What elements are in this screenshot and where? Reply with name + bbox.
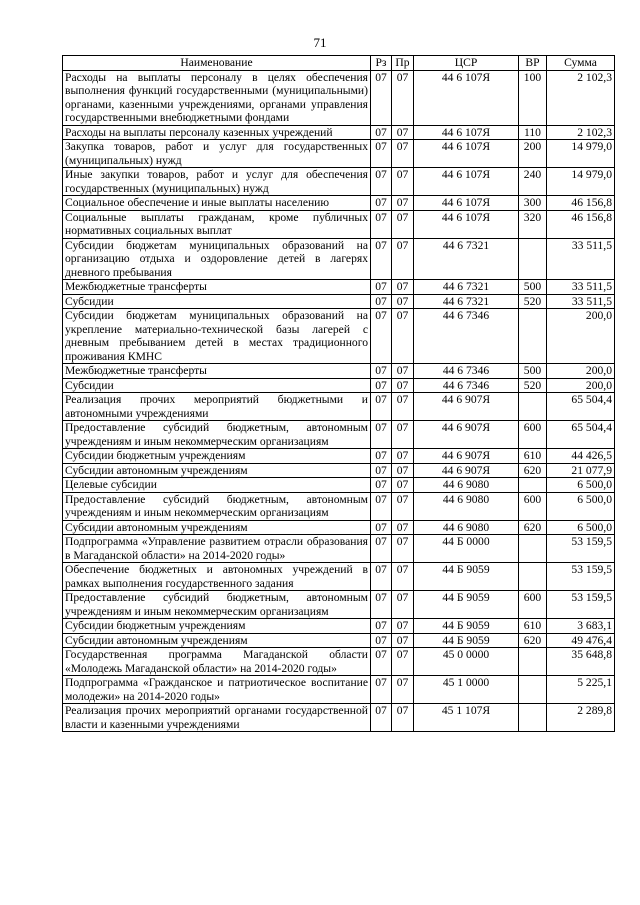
table-row	[63, 648, 615, 676]
cell-sum: 200,0	[547, 309, 615, 364]
cell-sum: 14 979,0	[547, 140, 615, 168]
table-row	[63, 140, 615, 168]
header-row	[63, 56, 615, 71]
cell-csr: 44 6 107Я	[414, 140, 519, 168]
cell-sum: 35 648,8	[547, 648, 615, 676]
cell-csr: 44 Б 9059	[414, 619, 519, 634]
cell-name: Расходы на выплаты персоналу в целях обеспечения выполнения функций государственными (муниципальными) органами, казенными учреждениями, органами управления государственными внебюджетными фондами	[63, 70, 371, 125]
table-row	[63, 520, 615, 535]
cell-csr: 44 6 7346	[414, 378, 519, 393]
cell-vr: 610	[519, 449, 547, 464]
cell-name: Реализация прочих мероприятий органами государственной власти и казенными учреждениями	[63, 704, 371, 732]
cell-vr: 600	[519, 492, 547, 520]
cell-sum: 200,0	[547, 378, 615, 393]
cell-csr: 44 6 107Я	[414, 210, 519, 238]
cell-rz: 07	[371, 591, 392, 619]
cell-csr: 44 6 7321	[414, 294, 519, 309]
cell-name: Социальные выплаты гражданам, кроме публичных нормативных социальных выплат	[63, 210, 371, 238]
cell-pr: 07	[392, 478, 414, 493]
cell-sum: 6 500,0	[547, 492, 615, 520]
cell-rz: 07	[371, 393, 392, 421]
cell-name: Субсидии	[63, 294, 371, 309]
cell-sum: 46 156,8	[547, 196, 615, 211]
table-row	[63, 478, 615, 493]
table-row	[63, 492, 615, 520]
cell-pr: 07	[392, 294, 414, 309]
table-row	[63, 449, 615, 464]
cell-rz: 07	[371, 364, 392, 379]
table-row	[63, 421, 615, 449]
cell-sum: 33 511,5	[547, 294, 615, 309]
cell-name: Субсидии автономным учреждениям	[63, 633, 371, 648]
cell-rz: 07	[371, 492, 392, 520]
cell-sum: 2 102,3	[547, 70, 615, 125]
cell-vr	[519, 648, 547, 676]
cell-pr: 07	[392, 421, 414, 449]
cell-csr: 44 6 907Я	[414, 393, 519, 421]
table-row	[63, 294, 615, 309]
cell-pr: 07	[392, 591, 414, 619]
cell-rz: 07	[371, 309, 392, 364]
cell-vr	[519, 393, 547, 421]
cell-rz: 07	[371, 676, 392, 704]
cell-vr: 320	[519, 210, 547, 238]
cell-rz: 07	[371, 168, 392, 196]
cell-pr: 07	[392, 378, 414, 393]
table-row	[63, 378, 615, 393]
cell-sum: 53 159,5	[547, 563, 615, 591]
cell-sum: 2 102,3	[547, 125, 615, 140]
cell-vr	[519, 238, 547, 280]
cell-sum: 53 159,5	[547, 535, 615, 563]
cell-csr: 44 6 7346	[414, 309, 519, 364]
cell-name: Субсидии бюджетам муниципальных образований на укрепление материально-технической базы лагерей с дневным пребыванием детей в местах традиционного проживания КМНС	[63, 309, 371, 364]
cell-vr: 240	[519, 168, 547, 196]
cell-pr: 07	[392, 563, 414, 591]
cell-name: Субсидии автономным учреждениям	[63, 520, 371, 535]
cell-pr: 07	[392, 196, 414, 211]
cell-vr: 610	[519, 619, 547, 634]
column-header-rz: Рз	[371, 56, 392, 71]
cell-csr: 44 6 7321	[414, 280, 519, 295]
cell-rz: 07	[371, 238, 392, 280]
cell-csr: 44 6 107Я	[414, 168, 519, 196]
cell-sum: 49 476,4	[547, 633, 615, 648]
table-row	[63, 280, 615, 295]
cell-vr: 520	[519, 378, 547, 393]
cell-csr: 44 6 9080	[414, 520, 519, 535]
cell-pr: 07	[392, 125, 414, 140]
cell-rz: 07	[371, 421, 392, 449]
cell-name: Субсидии автономным учреждениям	[63, 463, 371, 478]
cell-rz: 07	[371, 704, 392, 732]
table-row	[63, 563, 615, 591]
cell-rz: 07	[371, 463, 392, 478]
table-row	[63, 238, 615, 280]
cell-name: Закупка товаров, работ и услуг для государственных (муниципальных) нужд	[63, 140, 371, 168]
table-row	[63, 210, 615, 238]
cell-csr: 44 6 107Я	[414, 125, 519, 140]
cell-csr: 44 Б 9059	[414, 591, 519, 619]
table-row	[63, 633, 615, 648]
table-row	[63, 704, 615, 732]
cell-name: Подпрограмма «Управление развитием отрасли образования в Магаданской области» на 2014-2020 годы»	[63, 535, 371, 563]
cell-vr: 620	[519, 633, 547, 648]
budget-table	[62, 55, 615, 732]
cell-pr: 07	[392, 520, 414, 535]
cell-name: Государственная программа Магаданской области «Молодежь Магаданской области» на 2014-2020 годы»	[63, 648, 371, 676]
cell-vr: 300	[519, 196, 547, 211]
cell-pr: 07	[392, 535, 414, 563]
cell-vr: 500	[519, 364, 547, 379]
cell-name: Субсидии бюджетным учреждениям	[63, 619, 371, 634]
cell-vr: 500	[519, 280, 547, 295]
cell-sum: 33 511,5	[547, 280, 615, 295]
cell-pr: 07	[392, 633, 414, 648]
cell-name: Иные закупки товаров, работ и услуг для обеспечения государственных (муниципальных) нужд	[63, 168, 371, 196]
cell-pr: 07	[392, 648, 414, 676]
table-row	[63, 463, 615, 478]
column-header-vr: ВР	[519, 56, 547, 71]
cell-csr: 44 Б 0000	[414, 535, 519, 563]
cell-name: Реализация прочих мероприятий бюджетными и автономными учреждениями	[63, 393, 371, 421]
cell-rz: 07	[371, 648, 392, 676]
table-row	[63, 309, 615, 364]
cell-rz: 07	[371, 280, 392, 295]
cell-vr	[519, 704, 547, 732]
cell-csr: 45 0 0000	[414, 648, 519, 676]
cell-name: Межбюджетные трансферты	[63, 364, 371, 379]
cell-vr: 110	[519, 125, 547, 140]
cell-name: Предоставление субсидий бюджетным, автономным учреждениям и иным некоммерческим организациям	[63, 421, 371, 449]
cell-csr: 45 1 107Я	[414, 704, 519, 732]
table-row	[63, 364, 615, 379]
cell-csr: 44 6 107Я	[414, 196, 519, 211]
cell-vr: 520	[519, 294, 547, 309]
cell-name: Обеспечение бюджетных и автономных учреждений в рамках выполнения государственного задания	[63, 563, 371, 591]
cell-rz: 07	[371, 125, 392, 140]
cell-sum: 21 077,9	[547, 463, 615, 478]
table-row	[63, 676, 615, 704]
cell-rz: 07	[371, 535, 392, 563]
cell-sum: 6 500,0	[547, 478, 615, 493]
cell-csr: 44 6 907Я	[414, 421, 519, 449]
cell-vr: 100	[519, 70, 547, 125]
table-row	[63, 125, 615, 140]
cell-sum: 14 979,0	[547, 168, 615, 196]
cell-vr: 600	[519, 421, 547, 449]
cell-pr: 07	[392, 168, 414, 196]
cell-csr: 44 6 7321	[414, 238, 519, 280]
cell-name: Социальное обеспечение и иные выплаты населению	[63, 196, 371, 211]
cell-csr: 44 6 7346	[414, 364, 519, 379]
cell-vr: 620	[519, 520, 547, 535]
cell-sum: 33 511,5	[547, 238, 615, 280]
cell-name: Субсидии бюджетным учреждениям	[63, 449, 371, 464]
cell-sum: 65 504,4	[547, 421, 615, 449]
cell-rz: 07	[371, 294, 392, 309]
cell-name: Предоставление субсидий бюджетным, автономным учреждениям и иным некоммерческим организациям	[63, 492, 371, 520]
cell-name: Расходы на выплаты персоналу казенных учреждений	[63, 125, 371, 140]
cell-csr: 44 6 9080	[414, 478, 519, 493]
cell-pr: 07	[392, 676, 414, 704]
column-header-pr: Пр	[392, 56, 414, 71]
cell-rz: 07	[371, 449, 392, 464]
cell-pr: 07	[392, 140, 414, 168]
cell-vr: 620	[519, 463, 547, 478]
cell-pr: 07	[392, 449, 414, 464]
cell-pr: 07	[392, 364, 414, 379]
cell-rz: 07	[371, 633, 392, 648]
cell-csr: 44 Б 9059	[414, 633, 519, 648]
table-row	[63, 168, 615, 196]
cell-csr: 44 6 107Я	[414, 70, 519, 125]
cell-name: Субсидии	[63, 378, 371, 393]
cell-rz: 07	[371, 478, 392, 493]
cell-sum: 53 159,5	[547, 591, 615, 619]
cell-csr: 44 6 907Я	[414, 463, 519, 478]
cell-sum: 3 683,1	[547, 619, 615, 634]
cell-pr: 07	[392, 704, 414, 732]
cell-vr	[519, 563, 547, 591]
cell-pr: 07	[392, 492, 414, 520]
cell-pr: 07	[392, 210, 414, 238]
cell-csr: 44 6 9080	[414, 492, 519, 520]
cell-pr: 07	[392, 393, 414, 421]
table-row	[63, 70, 615, 125]
cell-vr	[519, 676, 547, 704]
cell-rz: 07	[371, 563, 392, 591]
cell-pr: 07	[392, 309, 414, 364]
cell-pr: 07	[392, 619, 414, 634]
cell-csr: 44 Б 9059	[414, 563, 519, 591]
cell-rz: 07	[371, 210, 392, 238]
table-row	[63, 619, 615, 634]
cell-pr: 07	[392, 70, 414, 125]
page-number: 71	[313, 35, 327, 50]
cell-name: Подпрограмма «Гражданское и патриотическое воспитание молодежи» на 2014-2020 годы»	[63, 676, 371, 704]
table-row	[63, 535, 615, 563]
cell-pr: 07	[392, 463, 414, 478]
column-header-sum: Сумма	[547, 56, 615, 71]
cell-csr: 45 1 0000	[414, 676, 519, 704]
cell-sum: 5 225,1	[547, 676, 615, 704]
cell-csr: 44 6 907Я	[414, 449, 519, 464]
cell-vr	[519, 478, 547, 493]
column-header-csr: ЦСР	[414, 56, 519, 71]
cell-name: Межбюджетные трансферты	[63, 280, 371, 295]
cell-name: Субсидии бюджетам муниципальных образований на организацию отдыха и оздоровление детей в лагерях дневного пребывания	[63, 238, 371, 280]
cell-sum: 65 504,4	[547, 393, 615, 421]
cell-rz: 07	[371, 619, 392, 634]
table-row	[63, 196, 615, 211]
table-row	[63, 393, 615, 421]
cell-sum: 200,0	[547, 364, 615, 379]
cell-pr: 07	[392, 238, 414, 280]
cell-rz: 07	[371, 196, 392, 211]
cell-rz: 07	[371, 378, 392, 393]
cell-rz: 07	[371, 140, 392, 168]
cell-pr: 07	[392, 280, 414, 295]
cell-vr: 600	[519, 591, 547, 619]
column-header-name: Наименование	[63, 56, 371, 71]
cell-rz: 07	[371, 70, 392, 125]
cell-sum: 46 156,8	[547, 210, 615, 238]
cell-vr: 200	[519, 140, 547, 168]
cell-sum: 2 289,8	[547, 704, 615, 732]
cell-sum: 44 426,5	[547, 449, 615, 464]
cell-rz: 07	[371, 520, 392, 535]
cell-vr	[519, 309, 547, 364]
cell-sum: 6 500,0	[547, 520, 615, 535]
cell-vr	[519, 535, 547, 563]
cell-name: Предоставление субсидий бюджетным, автономным учреждениям и иным некоммерческим организациям	[63, 591, 371, 619]
table-row	[63, 591, 615, 619]
cell-name: Целевые субсидии	[63, 478, 371, 493]
